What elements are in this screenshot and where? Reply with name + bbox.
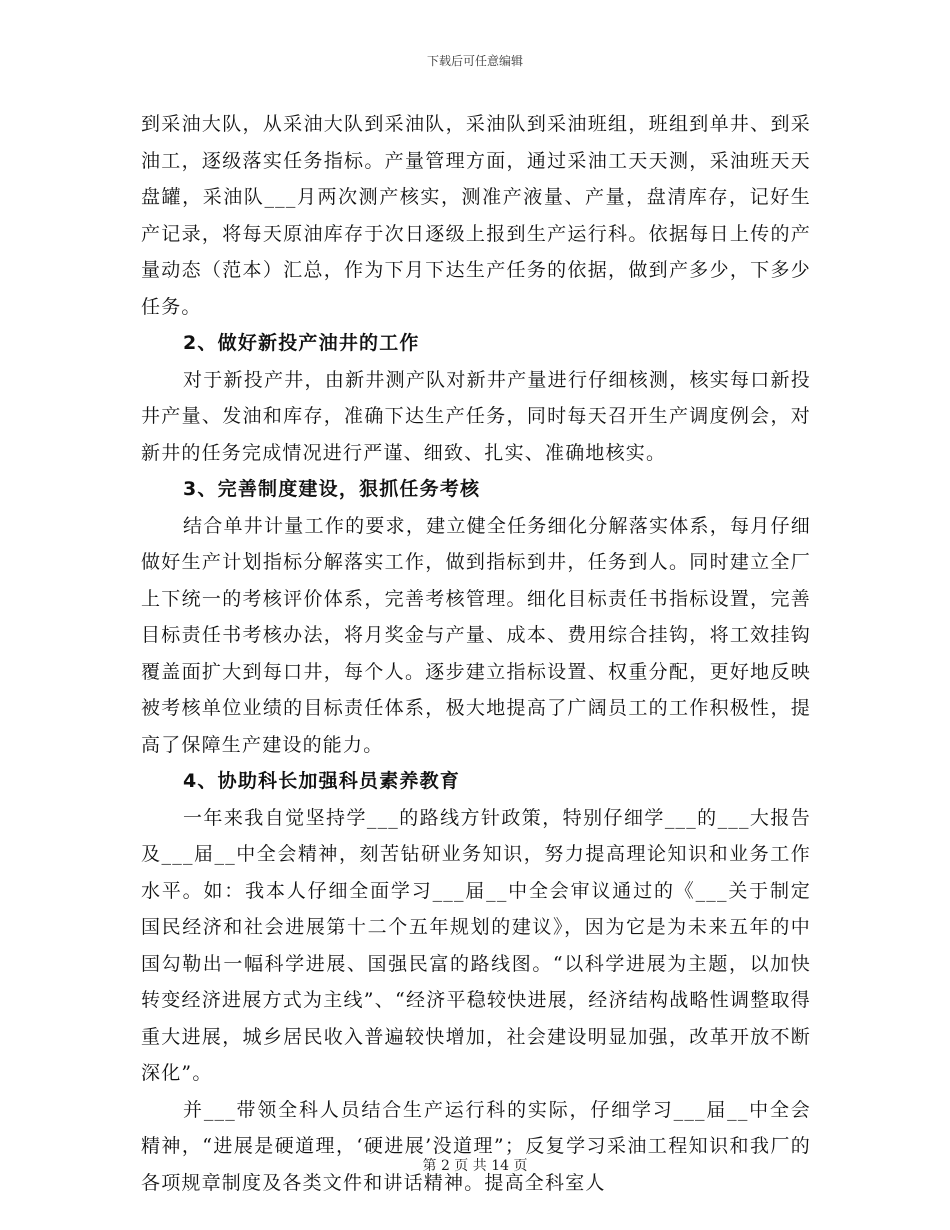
paragraph-1: 到采油大队，从采油大队到采油队，采油队到采油班组，班组到单井、到采油工，逐级落实任务指标。产量管理方面，通过采油工天天测，采油班天天盘罐，采油队___月两次测产核实，测准产液量、产量，盘清库存，记好生产记录，将每天原油库存于次日逐级上报到生产运行科。依据每日上传的产量动态（范本）汇总，作为下月下达生产任务的依据，做到产多少，下多少任务。 (141, 113, 811, 318)
section-heading-3: 3、完善制度建设，狠抓任务考核 (183, 478, 481, 500)
document-body (141, 106, 811, 1201)
section-heading-2: 2、做好新投产油井的工作 (183, 332, 420, 354)
page-header-note: 下载后可任意编辑 (426, 54, 523, 68)
page-number: 第 2 页 共 14 页 (422, 1158, 528, 1174)
paragraph-2: 对于新投产井，由新井测产队对新井产量进行仔细核测，核实每口新投井产量、发油和库存，准确下达生产任务，同时每天召开生产调度例会，对新井的任务完成情况进行严谨、细致、扎实、准确地核实。 (141, 368, 811, 464)
paragraph-5: 并___带领全科人员结合生产运行科的实际，仔细学习___届__中全会精神，“进展是硬道理，‘硬进展’没道理”；反复学习采油工程知识和我厂的各项规章制度及各类文件和讲话精神。提高全科室人 (141, 1098, 811, 1194)
paragraph-4: 一年来我自觉坚持学___的路线方针政策，特别仔细学___的___大报告及___届__中全会精神，刻苦钻研业务知识，努力提高理论知识和业务工作水平。如：我本人仔细全面学习___届__中全会审议通过的《___关于制定国民经济和社会进展第十二个五年规划的建议》，因为它是为未来五年的中国勾勒出一幅科学进展、国强民富的路线图。“以科学进展为主题，以加快转变经济进展方式为主线”、“经济平稳较快进展，经济结构战略性调整取得重大进展，城乡居民收入普遍较快增加，社会建设明显加强，改革开放不断深化”。 (141, 806, 811, 1084)
paragraph-3: 结合单井计量工作的要求，建立健全任务细化分解落实体系，每月仔细做好生产计划指标分解落实工作，做到指标到井，任务到人。同时建立全厂上下统一的考核评价体系，完善考核管理。细化目标责任书指标设置，完善目标责任书考核办法，将月奖金与产量、成本、费用综合挂钩，将工效挂钩覆盖面扩大到每口井，每个人。逐步建立指标设置、权重分配，更好地反映被考核单位业绩的目标责任体系，极大地提高了广阔员工的工作积极性，提高了保障生产建设的能力。 (141, 514, 811, 756)
section-heading-4: 4、协助科长加强科员素养教育 (183, 770, 461, 792)
